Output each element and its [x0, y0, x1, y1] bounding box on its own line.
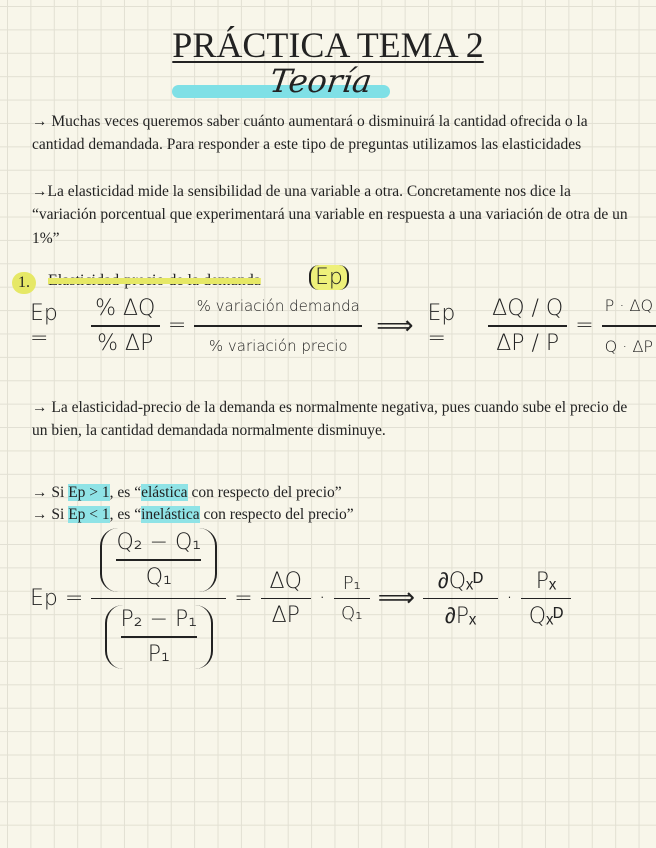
section-number: 1. — [12, 272, 36, 294]
fraction-variation: $\frac{\text{\% variación demanda}}{\text{\% variación precio}}$ — [194, 297, 362, 355]
fraction-partial: $\frac{\text{∂Qₓᴰ}}{\text{∂Pₓ}}$ — [423, 568, 498, 630]
section-heading: Elasticidad-precio de la demanda — [48, 272, 261, 289]
fraction-p1-q1: $\frac{\text{P₁}}{\text{Q₁}}$ — [334, 573, 370, 625]
note-paragraph: → La elasticidad-precio de la demanda es normalmente negativa, pues cuando sube el precio de un bien, la cantidad demandada normalmente disminuye. — [32, 399, 628, 440]
fraction-final: $\frac{P \cdot \Delta Q}{Q \cdot \Delta P}$ — [602, 296, 656, 356]
intro-paragraph-2: →La elasticidad mide la sensibilidad de una variable a otra. Concretamente nos dice la “variación porcentual que experimentará una variable en respuesta a una variación de otra de un 1%” — [32, 183, 628, 247]
fraction-percent: $\frac{\% \Delta Q}{\% \Delta P}$ — [91, 296, 160, 356]
formula-elasticity-definition: Ep = $\frac{\% \Delta Q}{\% \Delta P}$ = $\frac{\text{\% variación demanda}}{\text{\% variación precio}}$ ⟹ Ep = $\frac{\Delta Q / Q}{\Delta P / P}$ = $\frac{P \cdot \Delta Q}{Q \cdot \Delta P}$ — [30, 296, 656, 356]
subtitle: Teoría — [267, 62, 375, 100]
intro-paragraph-1: → Muchas veces queremos saber cuánto aumentará o disminuirá la cantidad ofrecida o la cantidad demandada. Para responder a este tipo de preguntas utilizamos las elasticidades — [32, 113, 588, 154]
formula-lhs: Ep = — [30, 300, 58, 351]
rule-elastic: → Si Ep > 1, es “elástica con respecto del precio” — [32, 484, 342, 501]
formula-arc-elasticity: Ep = $\frac{\frac{\text{Q₂ − Q₁}}{\text{Q₁}}}{\frac{\text{P₂ − P₁}}{\text{P₁}}}$ = $\frac{\Delta Q}{\Delta P}$ · $\frac{\text{P₁}}{\text{Q₁}}$ ⟹ $\frac{\text{∂Qₓᴰ}}{\text{∂Pₓ}}$ · $\frac{\text{Pₓ}}{\text{Qₓᴰ}}$ — [30, 528, 571, 669]
fraction-relative: $\frac{\Delta Q / Q}{\Delta P / P}$ — [488, 296, 567, 356]
fraction-compound: $\frac{\frac{\text{Q₂ − Q₁}}{\text{Q₁}}}{\frac{\text{P₂ − P₁}}{\text{P₁}}}$ — [91, 528, 226, 669]
rule-inelastic: → Si Ep < 1, es “inelástica con respecto del precio” — [32, 506, 354, 523]
fraction-delta: $\frac{\Delta Q}{\Delta P}$ — [261, 569, 311, 629]
fraction-px-qx: $\frac{\text{Pₓ}}{\text{Qₓᴰ}}$ — [521, 568, 571, 630]
page-title: PRÁCTICA TEMA 2 — [172, 25, 484, 65]
section-symbol: Ep — [309, 265, 349, 290]
